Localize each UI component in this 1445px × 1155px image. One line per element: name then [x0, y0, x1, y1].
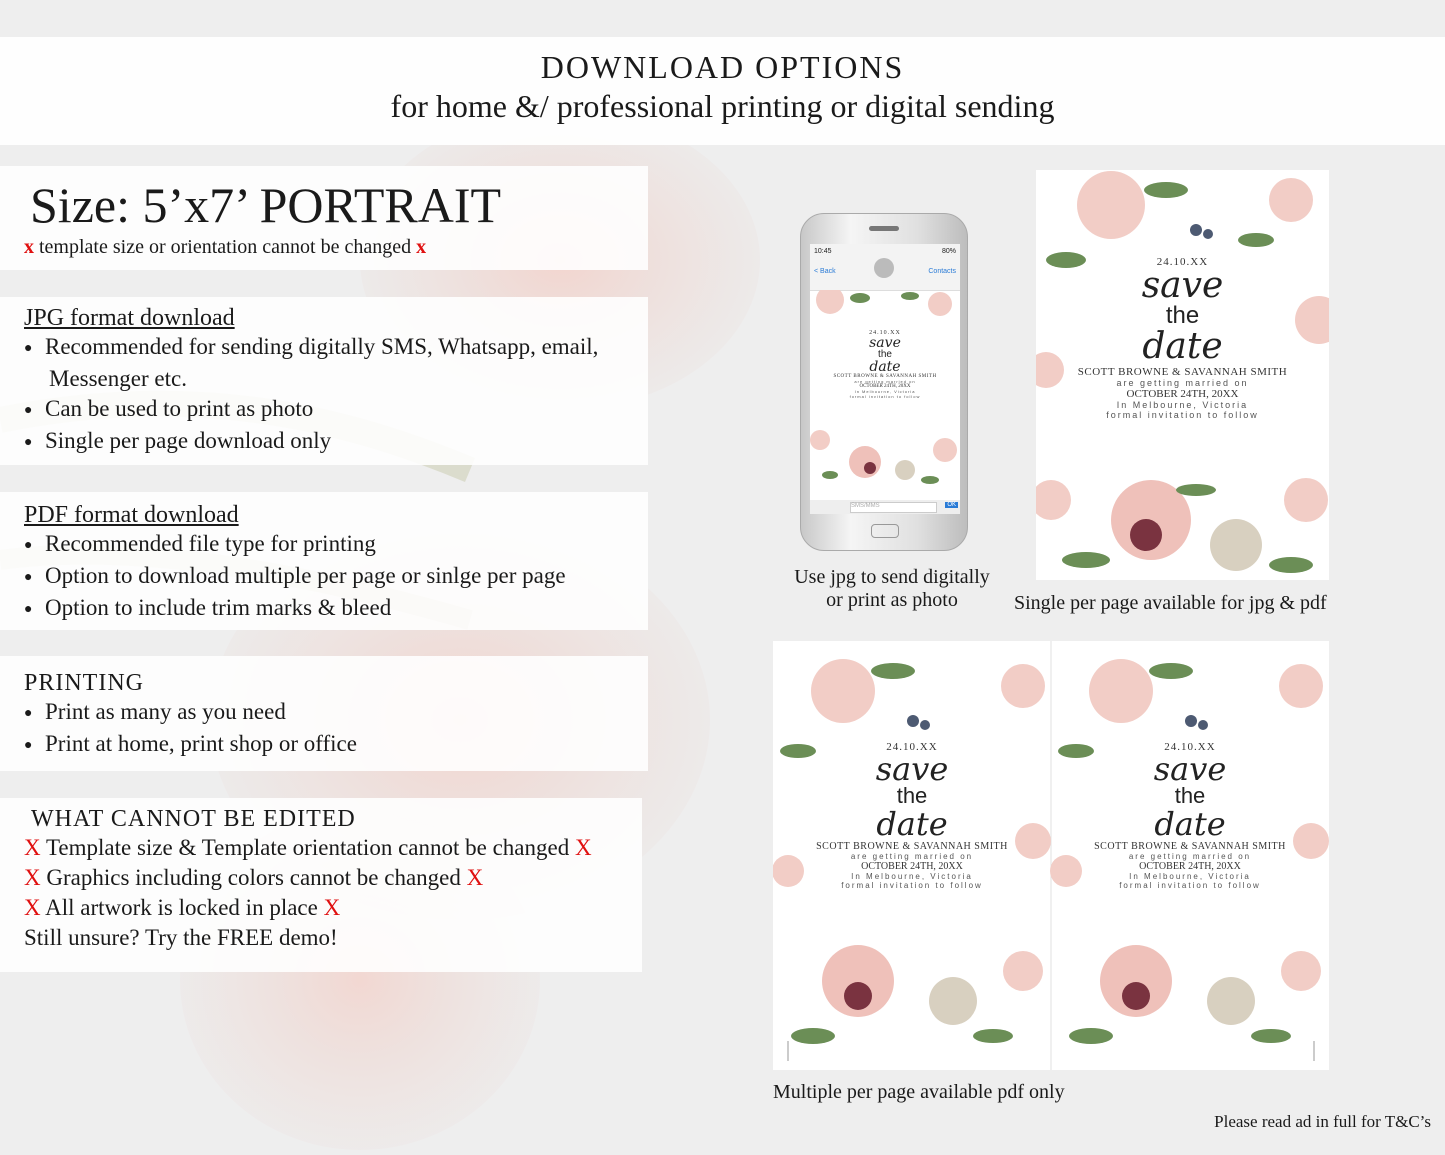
- card-text: 24.10.XX save the date SCOTT BROWNE & SAVANNAH SMITH are getting married on OCTOBER 24TH, 20XX In Melbourne, Victoria formal invitation to follow: [1077, 256, 1288, 420]
- size-title: Size: 5’x7’ PORTRAIT: [30, 177, 502, 233]
- x-mark-icon: x: [24, 236, 34, 258]
- phone-screen: [810, 244, 960, 514]
- bullet-icon: ●: [24, 602, 33, 617]
- list-item: Messenger etc.: [49, 366, 187, 391]
- list-item: ● Recommended file type for printing: [24, 529, 648, 561]
- jpg-title: JPG format download: [24, 305, 235, 331]
- bullet-icon: ●: [24, 435, 33, 450]
- printing-panel: [0, 656, 648, 771]
- phone-card-text: 24.10.XX save the date SCOTT BROWNE & SAVANNAH SMITH are getting married on OCTOBER 24TH, 20XX In Melbourne, Victoria formal invitation to follow: [833, 330, 937, 399]
- list-item: ● Option to download multiple per page or sinlge per page: [24, 561, 648, 593]
- list-item: X All artwork is locked in place X: [24, 895, 341, 920]
- phone-caption: Use jpg to send digitally or print as photo: [794, 566, 990, 611]
- header-title: DOWNLOAD OPTIONS: [540, 49, 905, 85]
- x-mark-icon: X: [574, 835, 592, 860]
- x-mark-icon: X: [24, 865, 41, 890]
- bullet-icon: ●: [24, 738, 33, 753]
- list-item: ● Print at home, print shop or office: [24, 729, 648, 761]
- bullet-icon: ●: [24, 341, 33, 356]
- page-header: [0, 37, 1445, 145]
- bullet-icon: ●: [24, 706, 33, 721]
- send-button[interactable]: OK: [947, 502, 956, 508]
- list-item: ● Can be used to print as photo: [24, 394, 648, 426]
- list-item: ● Recommended for sending digitally SMS, Whatsapp, email,: [24, 332, 648, 364]
- home-button: [871, 524, 899, 538]
- phone-speaker: [869, 226, 899, 231]
- x-mark-icon: X: [24, 895, 41, 920]
- card-text-left: 24.10.XX save the date SCOTT BROWNE & SAVANNAH SMITH are getting married on OCTOBER 24TH, 20XX In Melbourne, Victoria formal invitation to follow: [816, 741, 1008, 890]
- phone-status-bar: 10:45 80%: [810, 244, 960, 266]
- phone-back-button[interactable]: < Back: [814, 268, 836, 275]
- multiple-caption: Multiple per page available pdf only: [773, 1081, 1065, 1103]
- terms-note: Please read ad in full for T&C’s: [1214, 1112, 1431, 1131]
- card-text-right: 24.10.XX save the date SCOTT BROWNE & SAVANNAH SMITH are getting married on OCTOBER 24TH, 20XX In Melbourne, Victoria formal invitation to follow: [1094, 741, 1286, 890]
- size-panel: [0, 166, 648, 270]
- printing-title: PRINTING: [24, 670, 144, 696]
- pdf-title: PDF format download: [24, 502, 239, 528]
- bullet-icon: ●: [24, 538, 33, 553]
- avatar: [874, 258, 894, 278]
- cannot-edit-panel: [0, 798, 642, 972]
- message-input[interactable]: SMS/MMS: [850, 502, 937, 513]
- phone-contacts-button[interactable]: Contacts: [928, 268, 956, 275]
- x-mark-icon: X: [323, 895, 341, 920]
- single-caption: Single per page available for jpg & pdf: [1014, 592, 1327, 614]
- bullet-icon: ●: [24, 570, 33, 585]
- size-note-text: template size or orientation cannot be changed: [39, 236, 412, 258]
- header-subtitle: for home &/ professional printing or digital sending: [390, 88, 1055, 124]
- jpg-panel: [0, 297, 648, 465]
- list-item: ● Option to include trim marks & bleed: [24, 593, 648, 625]
- cannot-edit-title: WHAT CANNOT BE EDITED: [31, 806, 356, 832]
- x-mark-icon: X: [466, 865, 484, 890]
- x-mark-icon: X: [24, 835, 41, 860]
- phone-mockup: [800, 213, 968, 551]
- demo-note: Still unsure? Try the FREE demo!: [24, 925, 338, 950]
- list-item: ● Print as many as you need: [24, 697, 648, 729]
- list-item: ● Single per page download only: [24, 426, 648, 458]
- size-note: [24, 236, 426, 259]
- x-mark-icon: x: [416, 236, 427, 258]
- single-card-preview: [1036, 170, 1329, 580]
- multiple-card-preview: [773, 641, 1329, 1070]
- phone-message-bar: [810, 500, 960, 514]
- phone-nav-bar: [810, 266, 960, 291]
- list-item: X Template size & Template orientation cannot be changed X: [24, 835, 592, 860]
- bullet-icon: ●: [24, 403, 33, 418]
- list-item: X Graphics including colors cannot be changed X: [24, 865, 484, 890]
- pdf-panel: [0, 492, 648, 630]
